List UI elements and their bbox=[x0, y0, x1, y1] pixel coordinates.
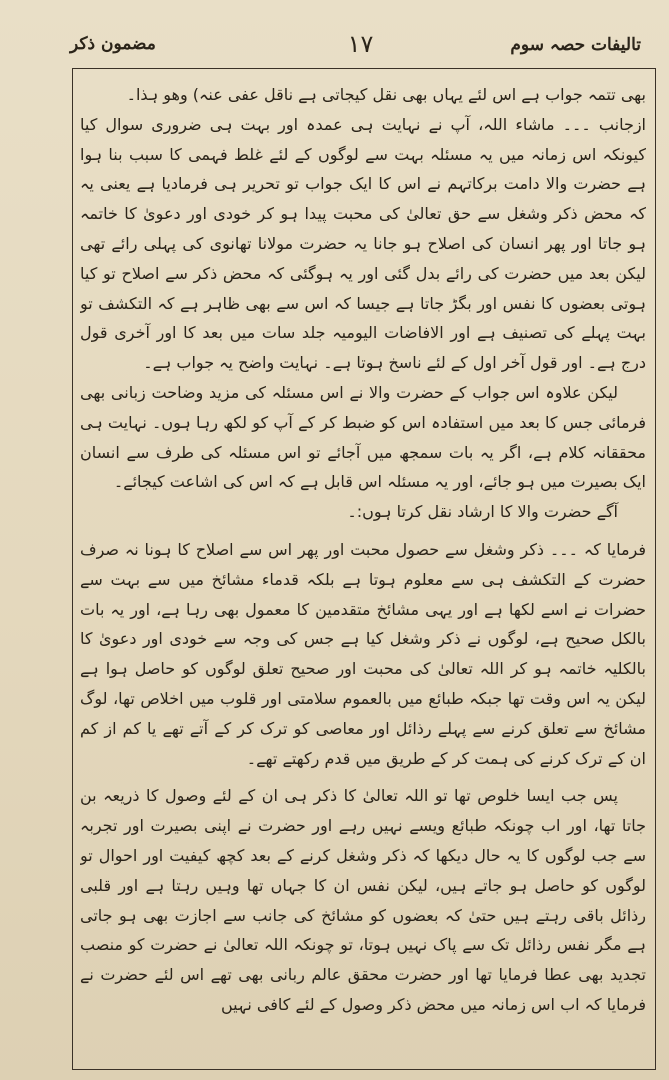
paragraph: لیکن علاوہ اس جواب کے حضرت والا نے اس مسئلہ کی مزید وضاحت زبانی بھی فرمائی جس کا بعد میں استفادہ اس کو ضبط کر کے آپ کو لکھ رہا ہوں۔ نہایت ہی محققانہ کلام ہے، اگر یہ بات سمجھ میں آجائے تو اس مسئلہ کی طرف سے انسان ایک بصیرت میں ہو جائے، اور یہ مسئلہ اس قابل ہے کہ اس کی اشاعت کیجائے۔ bbox=[80, 382, 646, 492]
paragraph: پس جب ایسا خلوص تھا تو اللہ تعالیٰ کا ذکر ہی ان کے لئے وصول کا ذریعہ بن جاتا تھا، اور اب چونکہ طبائع ویسے نہیں رہے اور حضرت نے اپنی بصیرت اور تجربہ سے جب لوگوں کا یہ حال دیکھا کہ ذکر وشغل کرنے کے بعد کچھ کیفیت اور احوال تو لوگوں کو حاصل ہو جاتے ہیں، لیکن نفس ان کا جہاں تھا وہیں رہتا ہے اور قلبی رذائل باقی رہتے ہیں حتیٰ کہ بعضوں کو مشائخ کی جانب سے اجازت بھی ہو جاتی ہے مگر نفس رذائل تک سے پاک نہیں ہوتا، تو چونکہ اللہ تعالیٰ نے حضرت کو منصب تجدید بھی عطا فرمایا تھا اور حضرت محقق عالم ربانی بھی تھے اس لئے حضرت نے فرمایا کہ اب اس زمانہ میں محض ذکر وصول کے لئے کافی نہیں bbox=[80, 786, 646, 1014]
paragraph: فرمایا کہ ۔۔۔ ذکر وشغل سے حصول محبت اور پھر اس سے اصلاح کا ہونا نہ صرف حضرت کے التکشف ہی سے معلوم ہوتا ہے بلکہ قدماء مشائخ میں سے بہت سے حضرات نے اسے لکھا ہے اور یہی مشائخ متقدمین کا معمول بھی رہا ہے، اور یہ بات بالکل صحیح ہے، لوگوں نے ذکر وشغل کیا ہے جس کی وجہ سے خودی اور دعویٰ کا بالکلیہ خاتمہ ہو کر اللہ تعالیٰ کی محبت اور صحیح تعلق لوگوں کو حاصل ہوا ہے لیکن یہ اس وقت تھا جبکہ طبائع میں بالعموم سلامتی اور قلوب میں اخلاص تھا، لوگ مشائخ سے تعلق کرنے سے پہلے رذائل اور معاصی کو ترک کر کے آتے تھے یا کم از کم ان کے ترک کرنے کی ہمت کر کے طریق میں قدم رکھتے تھے۔ bbox=[80, 539, 646, 768]
paragraph: آگے حضرت والا کا ارشاد نقل کرتا ہوں:۔ bbox=[347, 502, 618, 522]
page-number: ۱۷ bbox=[347, 30, 374, 58]
paragraph: بھی تتمہ جواب ہے اس لئے یہاں بھی نقل کیجاتی ہے ناقل عفی عنہ) وھو ہذا۔ bbox=[126, 85, 646, 104]
section-title: مضمون ذکر bbox=[70, 34, 156, 54]
paragraph: ازجانب ۔۔۔ ماشاء اللہ، آپ نے نہایت ہی عمدہ اور بہت ہی ضروری سوال کیا کیونکہ اس زمانہ میں یہ مسئلہ بہت سے لوگوں کے لئے غلط فہمی کا سبب بنا ہوا ہے حضرت والا دامت برکاتہم نے اس کا ایک جواب تو تحریر ہی فرمادیا ہے یعنی یہ کہ محض ذکر وشغل سے حق تعالیٰ کی محبت پیدا ہو کر خودی اور دعویٰ کا خاتمہ ہو جاتا اور پھر انسان کی اصلاح ہو جانا یہ حضرت مولانا تھانوی کی پہلی رائے تھی لیکن بعد میں حضرت کی رائے بدل گئی اور یہ ہوگئی کہ محض ذکر سے اصلاح تو کیا ہوتی بعضوں کا نفس اور بگڑ جاتا ہے جیسا کہ اس سے بھی ظاہر ہے کہ التکشف تو بہت پہلے کی تصنیف ہے اور الافاضات الیومیہ جلد سات میں بعد کا اور آخری قول درج ہے۔ اور قول آخر اول کے لئے ناسخ ہوتا ہے۔ نہایت واضح یہ جواب ہے۔ bbox=[80, 114, 646, 373]
book-title: تالیفات حصہ سوم bbox=[510, 35, 641, 55]
page-header bbox=[70, 28, 651, 70]
body-text bbox=[80, 80, 646, 1045]
